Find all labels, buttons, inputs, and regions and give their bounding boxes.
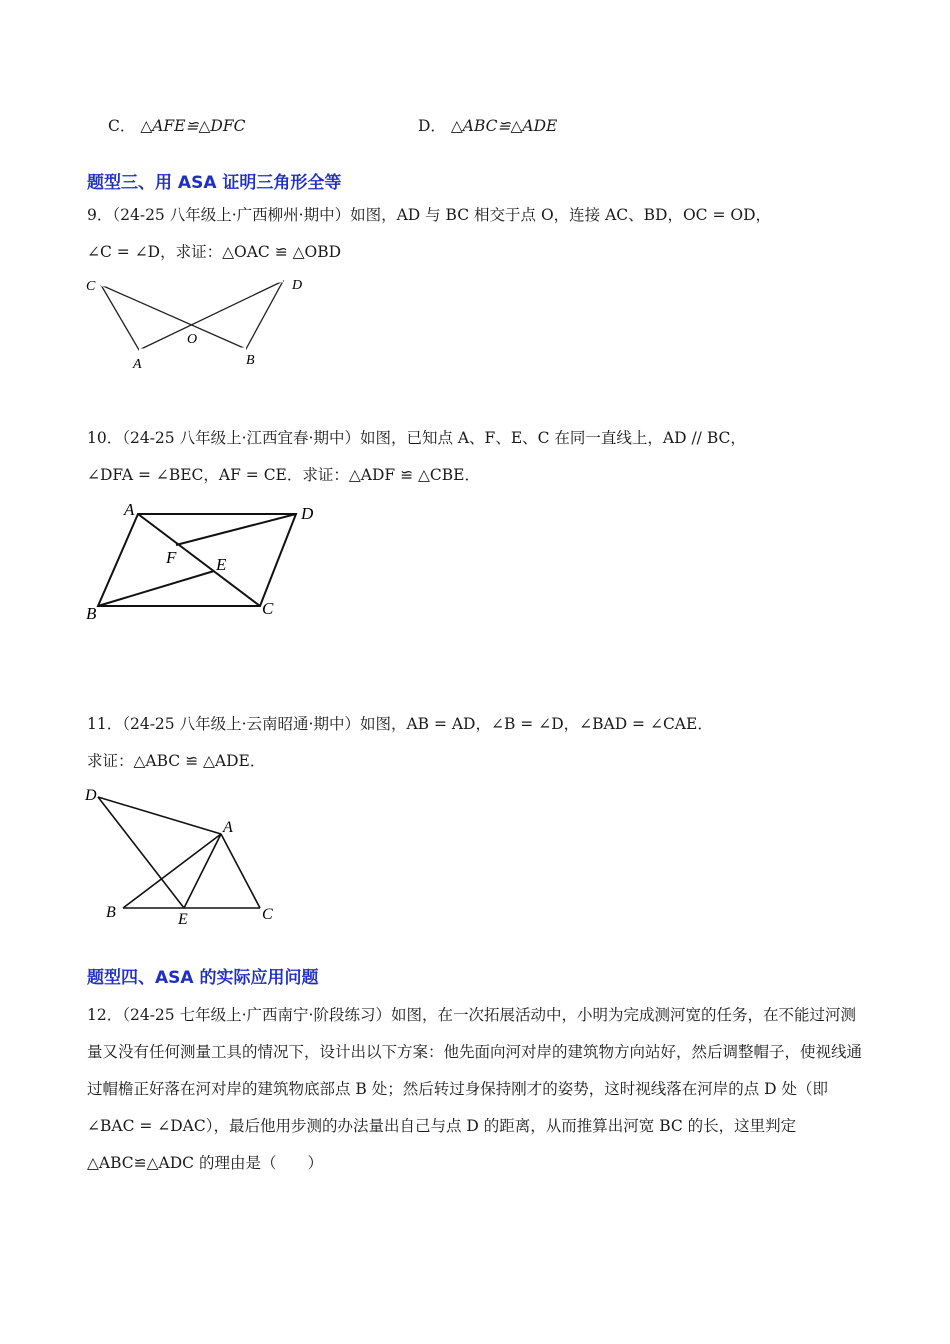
q12-text: 12．（24-25 七年级上·广西南宁·阶段练习）如图，在一次拓展活动中，小明为完成测河宽的任务，在不能过河测量又没有任何测量工具的情况下，设计出以下方案：他先面向河对岸的建筑物方向站好，然后调整帽子，使视线通过帽檐正好落在河对岸的建筑物底部点 B 处；然后转过身保持刚才的姿势，这时视线落在河岸的点 D 处（即∠BAC = ∠DAC），最后他用步测的办法量出自己与点 D 的距离，从而推算出河宽 BC 的长，这里判定△ABC≌△ADC 的理由是（ ） [87,1006,863,1172]
option-d-label: D． [418,117,446,135]
q10-label-b: B [86,604,97,623]
q11-line1: 11．（24-25 八年级上·云南昭通·期中）如图，AB = AD，∠B = ∠D，∠BAD = ∠CAE． [87,715,713,733]
q9-label-o: O [187,332,198,347]
q10-line1: 10．（24-25 八年级上·江西宜春·期中）如图，已知点 A、F、E、C 在同一直线上，AD // BC， [87,429,746,447]
option-c [108,114,245,136]
q10-label-f: F [166,548,177,567]
q10-label-d: D [301,504,314,523]
section-heading-asa-proof: 题型三、用 ASA 证明三角形全等 [87,173,342,193]
q9-label-c: C [86,279,96,294]
q11-label-b: B [106,904,116,921]
q10-label-e: E [216,555,227,574]
q9-figure [80,270,320,380]
option-d [418,114,557,136]
option-d-text: △ABC≌△ADE [450,117,558,135]
q11-label-d: D [85,787,97,804]
q10-label-c: C [262,599,274,618]
option-c-label: C． [108,117,136,135]
q9-line2: ∠C = ∠D，求证：△OAC ≌ △OBD [87,243,342,261]
q9-label-d: D [292,278,303,293]
q9-label-a: A [133,357,142,372]
q10-figure [80,495,340,630]
q11-figure [80,780,300,930]
option-c-text: △AFE≌△DFC [140,117,246,135]
q11-line2: 求证：△ABC ≌ △ADE． [87,752,266,770]
q11-label-e: E [178,911,188,928]
q11-label-a: A [223,819,233,836]
q11-label-c: C [262,906,273,923]
section-heading-asa-application: 题型四、ASA 的实际应用问题 [87,968,319,988]
q10-label-a: A [124,500,135,519]
q9-label-b: B [246,353,255,368]
q9-line1: 9．（24-25 八年级上·广西柳州·期中）如图，AD 与 BC 相交于点 O，连接 AC、BD，OC = OD， [87,206,771,224]
q10-line2: ∠DFA = ∠BEC，AF = CE．求证：△ADF ≌ △CBE． [87,466,480,484]
